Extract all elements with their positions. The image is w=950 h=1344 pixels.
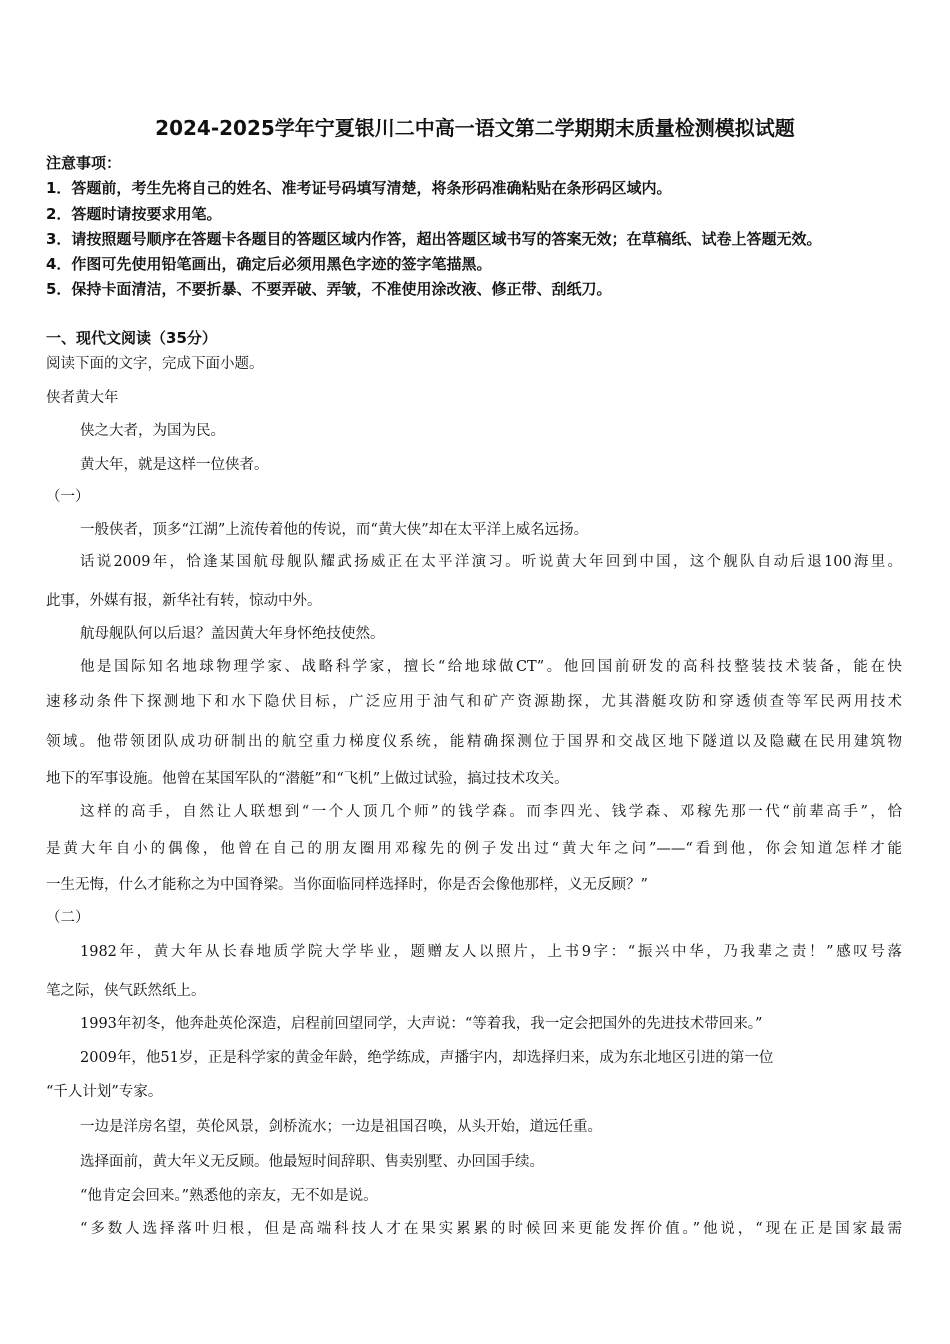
notice-item: 5．保持卡面清洁，不要折暴、不要弄破、弄皱，不准使用涂改液、修正带、刮纸刀。 (46, 280, 612, 298)
paragraph-line: 他是国际知名地球物理学家、战略科学家，擅长“给地球做CT”。他回国前研发的高科技整装技术装备，能在快 (80, 659, 902, 675)
notice-item: 4．作图可先使用铅笔画出，确定后必须用黑色字迹的签字笔描黑。 (46, 255, 492, 273)
section-heading: 一、现代文阅读（35分） (46, 329, 217, 347)
page-title: 2024-2025学年宁夏银川二中高一语文第二学期期末质量检测模拟试题 (155, 116, 795, 140)
section-instruction: 阅读下面的文字，完成下面小题。 (46, 356, 264, 372)
paragraph-line: 领域。他带领团队成功研制出的航空重力梯度仪系统，能精确探测位于国界和交战区地下隧道以及隐藏在民用建筑物 (46, 734, 902, 750)
paragraph-line: 1993年初冬，他奔赴英伦深造，启程前回望同学，大声说：“等着我，我一定会把国外的先进技术带回来。” (80, 1016, 763, 1032)
paragraph-line: 是黄大年自小的偶像，他曾在自己的朋友圈用邓稼先的例子发出过“黄大年之问”——“看到他，你会知道怎样才能 (46, 841, 902, 857)
part-marker: （二） (46, 910, 90, 926)
paragraph-line: 这样的高手，自然让人联想到“一个人顶几个师”的钱学森。而李四光、钱学森、邓稼先那一代“前辈高手”，恰 (80, 804, 902, 820)
paragraph-line: 此事，外媒有报，新华社有转，惊动中外。 (46, 593, 322, 609)
paragraph-line: 速移动条件下探测地下和水下隐伏目标，广泛应用于油气和矿产资源勘探，尤其潜艇攻防和穿透侦查等军民两用技术 (46, 694, 902, 710)
paragraph-line: “多数人选择落叶归根，但是高端科技人才在果实累累的时候回来更能发挥价值。”他说，“现在正是国家最需 (80, 1221, 902, 1237)
paragraph-line: 2009年，他51岁，正是科学家的黄金年龄，绝学练成，声播宇内，却选择归来，成为东北地区引进的第一位 (80, 1050, 774, 1066)
paragraph-line: 黄大年，就是这样一位侠者。 (80, 457, 269, 473)
paragraph-line: “他肯定会回来。”熟悉他的亲友，无不如是说。 (80, 1188, 378, 1204)
paragraph-line: “千人计划”专家。 (46, 1084, 163, 1100)
paragraph-line: 侠之大者，为国为民。 (80, 423, 225, 439)
paragraph-line: 笔之际，侠气跃然纸上。 (46, 983, 206, 999)
paragraph-line: 一边是洋房名望，英伦风景，剑桥流水；一边是祖国召唤，从头开始，道远任重。 (80, 1119, 602, 1135)
paragraph-line: 选择面前，黄大年义无反顾。他最短时间辞职、售卖别墅、办回国手续。 (80, 1154, 544, 1170)
notice-item: 1．答题前，考生先将自己的姓名、准考证号码填写清楚，将条形码准确粘贴在条形码区域内。 (46, 179, 672, 197)
paragraph-line: 地下的军事设施。他曾在某国军队的“潜艇”和“飞机”上做过试验，搞过技术攻关。 (46, 771, 569, 787)
paragraph-line: 一生无悔，什么才能称之为中国脊梁。当你面临同样选择时，你是否会像他那样，义无反顾？” (46, 877, 648, 893)
notice-item: 3．请按照题号顺序在答题卡各题目的答题区域内作答，超出答题区域书写的答案无效；在草稿纸、试卷上答题无效。 (46, 230, 822, 248)
notice-heading: 注意事项： (46, 154, 122, 172)
article-title: 侠者黄大年 (46, 390, 119, 406)
paragraph-line: 航母舰队何以后退？盖因黄大年身怀绝技使然。 (80, 626, 385, 642)
part-marker: （一） (46, 489, 90, 505)
paragraph-line: 1982年，黄大年从长春地质学院大学毕业，题赠友人以照片，上书9字：“振兴中华，乃我辈之责！”感叹号落 (80, 944, 902, 960)
paragraph-line: 一般侠者，顶多“江湖”上流传着他的传说，而“黄大侠”却在太平洋上威名远扬。 (80, 522, 589, 538)
paragraph-line: 话说2009年，恰逢某国航母舰队耀武扬威正在太平洋演习。听说黄大年回到中国，这个舰队自动后退100海里。 (80, 554, 902, 570)
notice-item: 2．答题时请按要求用笔。 (46, 205, 222, 223)
